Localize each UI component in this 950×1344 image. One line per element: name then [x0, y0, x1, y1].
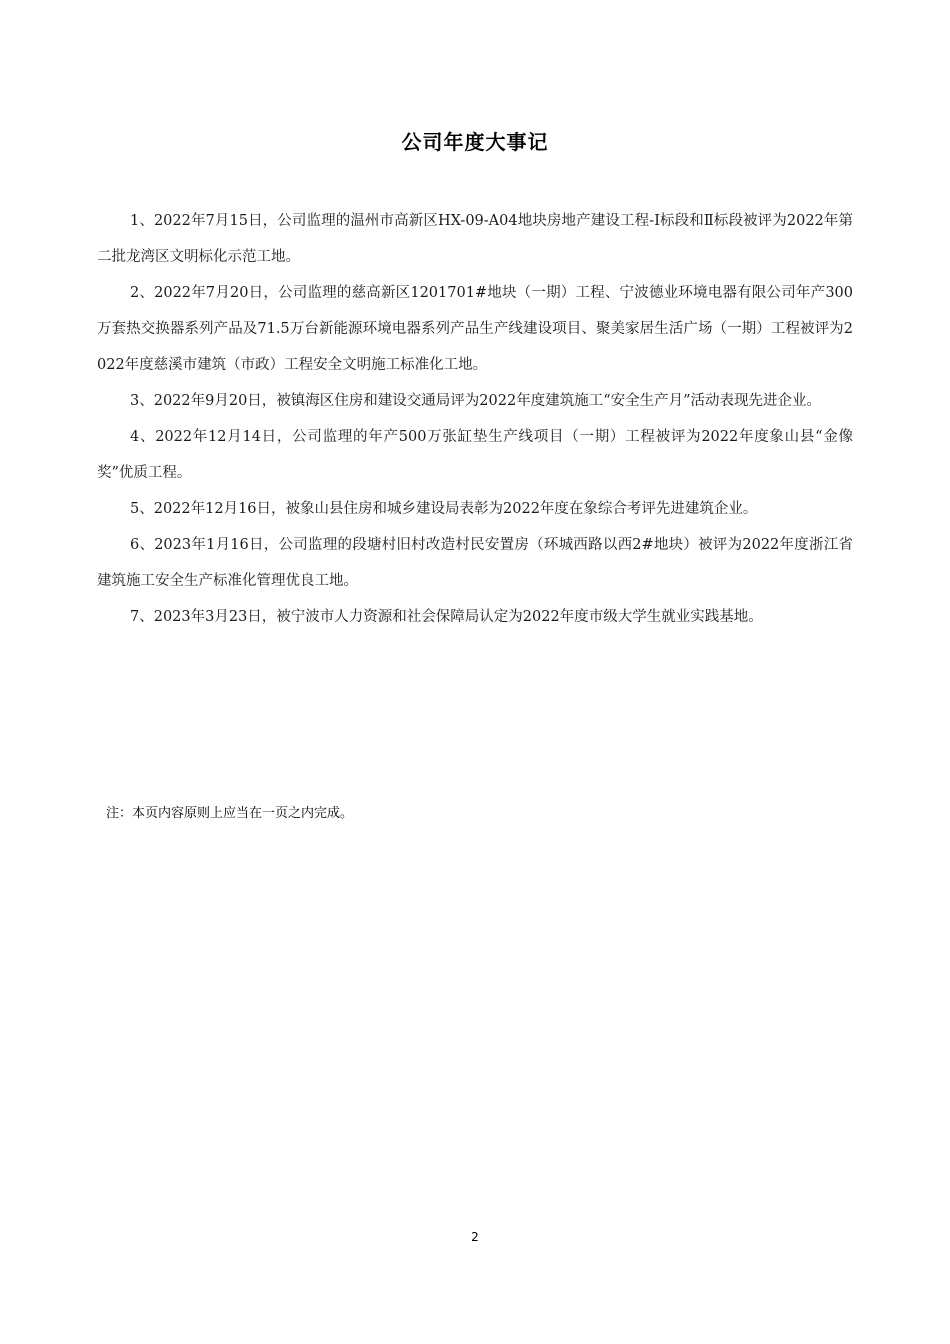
page-number: 2	[471, 1230, 479, 1244]
events-list	[97, 203, 853, 635]
event-item-7: 7、2023年3月23日，被宁波市人力资源和社会保障局认定为2022年度市级大学生就业实践基地。	[130, 609, 763, 625]
page-note: 注：本页内容原则上应当在一页之内完成。	[106, 806, 354, 821]
page-title: 公司年度大事记	[401, 130, 549, 154]
event-item-6: 6、2023年1月16日，公司监理的段塘村旧村改造村民安置房（环城西路以西2#地块）被评为2022年度浙江省建筑施工安全生产标准化管理优良工地。	[97, 537, 853, 589]
event-item-5: 5、2022年12月16日，被象山县住房和城乡建设局表彰为2022年度在象综合考评先进建筑企业。	[130, 501, 758, 517]
event-item-4: 4、2022年12月14日，公司监理的年产500万张缸垫生产线项目（一期）工程被评为2022年度象山县“金像奖”优质工程。	[97, 429, 853, 481]
event-item-1: 1、2022年7月15日，公司监理的温州市高新区HX-09-A04地块房地产建设工程-Ⅰ标段和Ⅱ标段被评为2022年第二批龙湾区文明标化示范工地。	[97, 213, 853, 265]
event-item-2: 2、2022年7月20日，公司监理的慈高新区1201701#地块（一期）工程、宁波德业环境电器有限公司年产300万套热交换器系列产品及71.5万台新能源环境电器系列产品生产线建设项目、聚美家居生活广场（一期）工程被评为2022年度慈溪市建筑（市政）工程安全文明施工标准化工地。	[97, 285, 853, 373]
event-item-3: 3、2022年9月20日，被镇海区住房和建设交通局评为2022年度建筑施工“安全生产月”活动表现先进企业。	[130, 393, 822, 409]
